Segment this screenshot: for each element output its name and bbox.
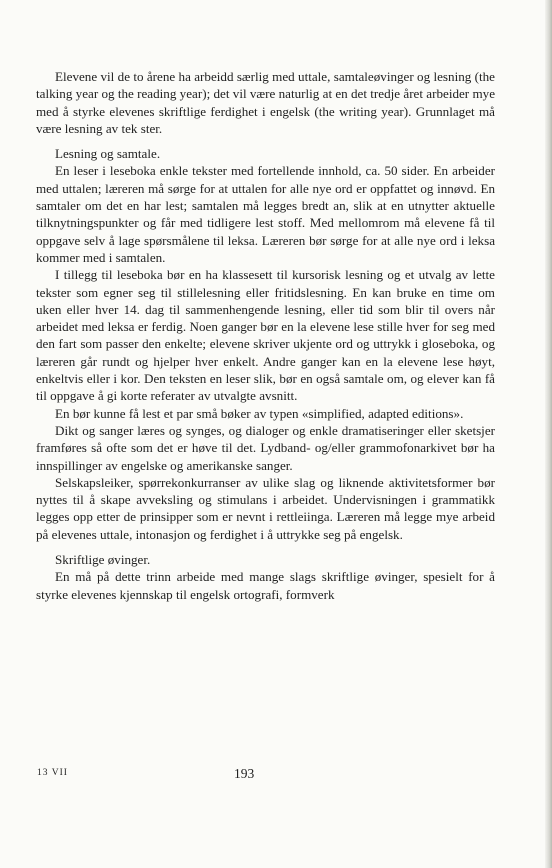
paragraph-tillegg: I tillegg til leseboka bør en ha klassesett til kursorisk lesning og et utvalg av lette tekster som egner seg til stillelesning eller fritidslesning. En kan bruke en time om uken eller hver 14. dag til sammenhengende lesning, eller tid som blir til overs når arbeidet med leksa er ferdig. Noen ganger bør en la elevene lese stille hver for seg med den fart som passer den enkelte; elevene skriver ukjente ord og uttrykk i gloseboka, og læreren går rundt og hjelper hver enkelt. Andre ganger kan en la elevene lese høyt, enkeltvis eller i kor. Den teksten en leser slik, bør en også samtale om, og elever kan få til oppgave å gi korte referater av utvalgte avsnitt. [36,267,495,404]
section-heading-skriftlige-oevinger: Skriftlige øvinger. [55,552,151,568]
paragraph-dikt-og-sanger: Dikt og sanger læres og synges, og dialoger og enkle dramatiseringer eller sketsjer framføres så ofte som det er høve til det. Lydband- og/eller grammofonarkivet bør ha innspillinger av engelske og amerikanske sanger. [36,422,495,473]
scan-edge-shadow [545,0,552,868]
signature-mark: 13 VII [37,768,68,778]
page-number: 193 [234,766,255,781]
page-footer [36,766,495,786]
paragraph-selskapsleiker: Selskapsleiker, spørrekonkurranser av ulike slag og liknende aktivitetsformer bør nyttes til å skape avveksling og stimulans i arbeidet. Undervisningen i grammatikk legges opp etter de prinsipper som er nevnt i rettleiinga. Læreren må legge mye arbeid på elevenes uttale, intonasjon og ferdighet i å uttrykke seg på engelsk. [36,474,495,542]
paragraph-smaa-boeker: En bør kunne få lest et par små bøker av typen «simplified, adapted editions». [55,405,464,421]
body-text [36,68,495,603]
intro-paragraph: Elevene vil de to årene ha arbeidd særlig med uttale, samtaleøvinger og lesning (the talking year og the reading year); det vil være naturlig at en det tredje året arbeider mye med å styrke elevenes skriftlige ferdighet i engelsk (the writing year). Grunnlaget må være lesning av tek ster. [36,69,495,136]
paragraph-leseboka: En leser i leseboka enkle tekster med fortellende innhold, ca. 50 sider. En arbeider med uttalen; læreren må sørge for at uttalen for alle nye ord er oppfattet og innøvd. En samtaler om det en har lest; samtalen må legges bredt an, slik at en utnytter aktuelle tilknytningspunkter og får med tidligere lest stoff. Med mellomrom må elevene få til oppgave selv å lage spørsmålene til leksa. Læreren bør sørge for at alle nye ord i leksa kommer med i samtalen. [36,163,495,265]
paragraph-skriftlige: En må på dette trinn arbeide med mange slags skriftlige øvinger, spesielt for å styrke elevenes kjennskap til engelsk ortografi, formverk [36,569,495,602]
section-heading-lesning-og-samtale: Lesning og samtale. [55,146,161,162]
